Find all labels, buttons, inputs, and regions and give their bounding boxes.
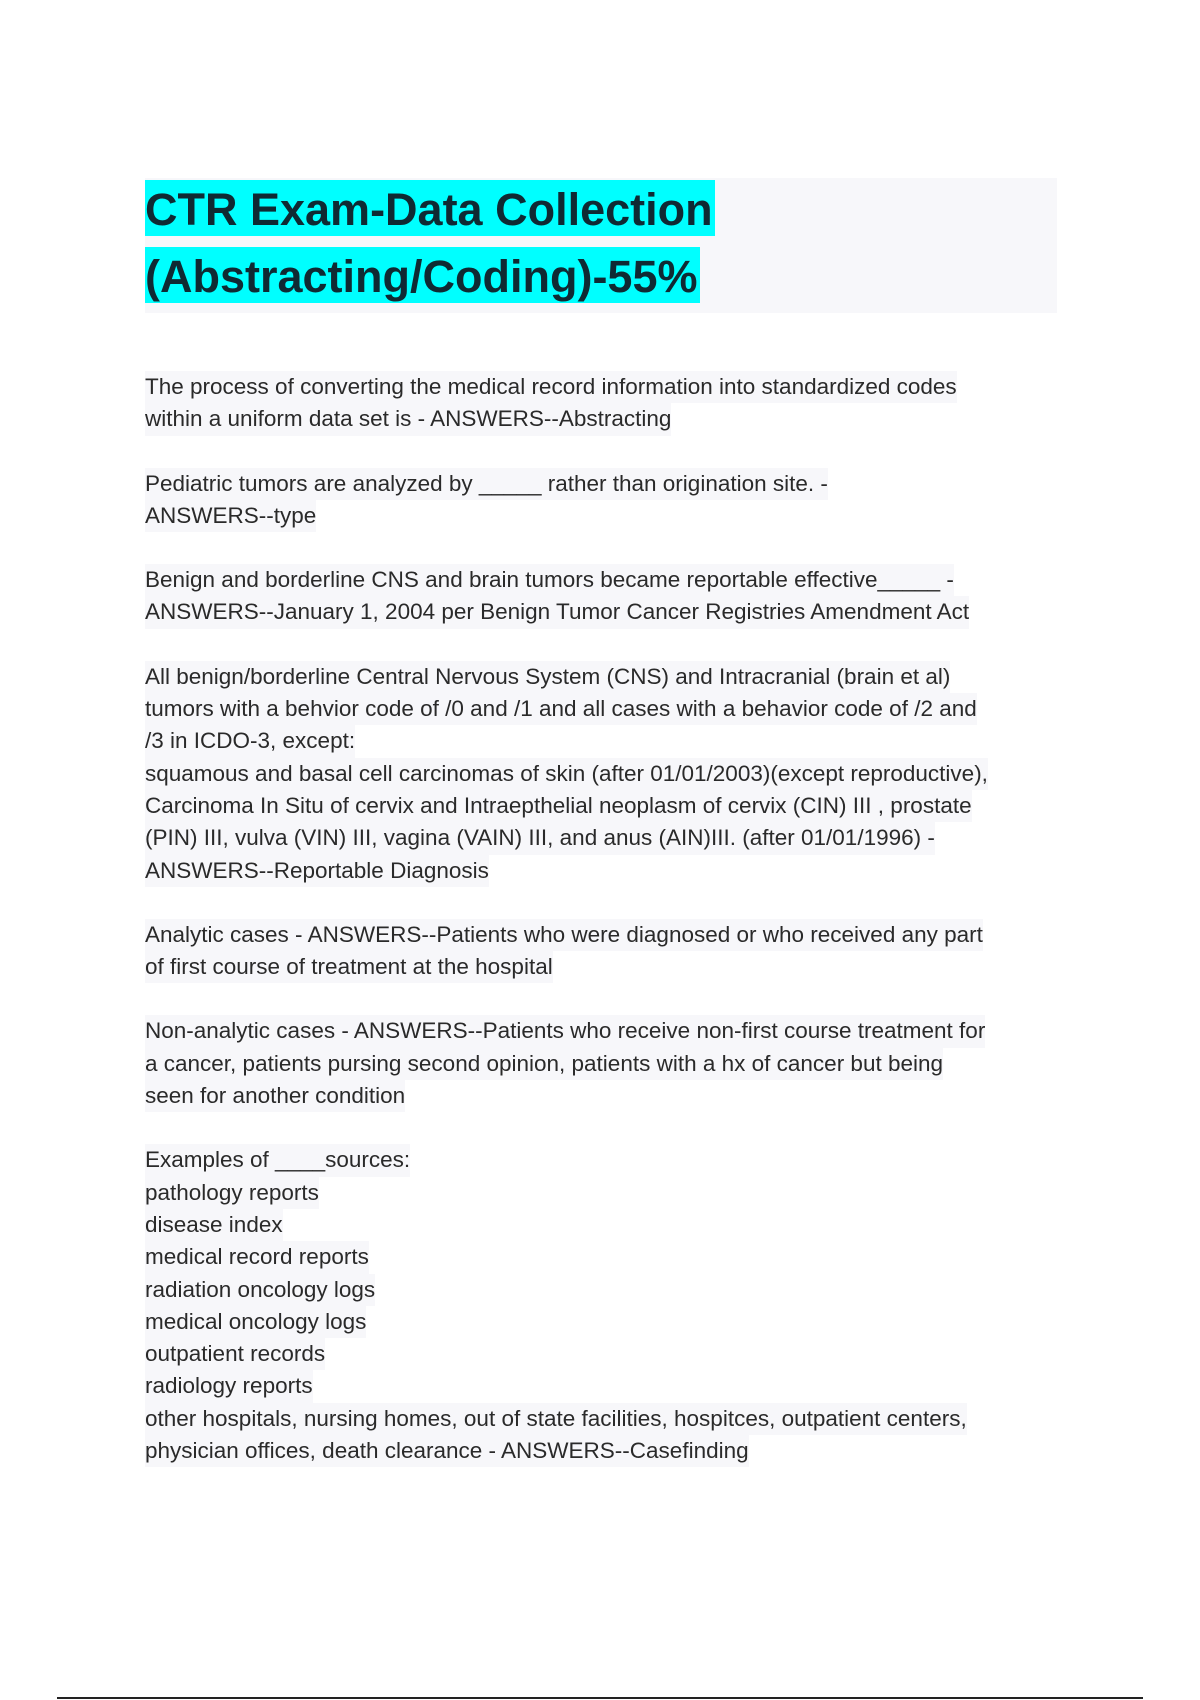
qa-line: tumors with a behvior code of /0 and /1 and all cases with a behavior code of /2 and bbox=[145, 693, 977, 725]
qa-line: radiology reports bbox=[145, 1370, 313, 1402]
qa-item-casefinding bbox=[145, 1144, 1065, 1467]
qa-line: pathology reports bbox=[145, 1177, 319, 1209]
qa-item-benign-cns bbox=[145, 564, 1065, 629]
qa-line: medical record reports bbox=[145, 1241, 369, 1273]
qa-line: seen for another condition bbox=[145, 1080, 405, 1112]
qa-line: Examples of ____sources: bbox=[145, 1144, 410, 1176]
qa-item-abstracting bbox=[145, 371, 1065, 436]
qa-line: squamous and basal cell carcinomas of skin (after 01/01/2003)(except reproductive), bbox=[145, 758, 988, 790]
qa-line: Pediatric tumors are analyzed by _____ rather than origination site. - bbox=[145, 468, 828, 500]
qa-line: (PIN) III, vulva (VIN) III, vagina (VAIN) III, and anus (AIN)III. (after 01/01/1996) - bbox=[145, 822, 935, 854]
qa-line: radiation oncology logs bbox=[145, 1274, 375, 1306]
qa-line: Analytic cases - ANSWERS--Patients who were diagnosed or who received any part bbox=[145, 919, 983, 951]
qa-line: All benign/borderline Central Nervous System (CNS) and Intracranial (brain et al) bbox=[145, 661, 950, 693]
qa-line: disease index bbox=[145, 1209, 283, 1241]
qa-line: Non-analytic cases - ANSWERS--Patients who receive non-first course treatment for bbox=[145, 1015, 985, 1047]
qa-item-analytic-cases bbox=[145, 919, 1065, 984]
qa-item-pediatric-tumors bbox=[145, 468, 1065, 533]
qa-line: /3 in ICDO-3, except: bbox=[145, 725, 355, 757]
qa-line: other hospitals, nursing homes, out of state facilities, hospitces, outpatient centers, bbox=[145, 1403, 967, 1435]
qa-item-reportable-diagnosis bbox=[145, 661, 1065, 887]
title-line-1: CTR Exam-Data Collection bbox=[145, 180, 715, 236]
qa-line: medical oncology logs bbox=[145, 1306, 366, 1338]
qa-line: ANSWERS--type bbox=[145, 500, 316, 532]
qa-list bbox=[145, 371, 1065, 1499]
qa-line: physician offices, death clearance - ANSWERS--Casefinding bbox=[145, 1435, 749, 1467]
qa-line: of first course of treatment at the hospital bbox=[145, 951, 553, 983]
title-line-2: (Abstracting/Coding)-55% bbox=[145, 247, 700, 303]
qa-line: within a uniform data set is - ANSWERS--Abstracting bbox=[145, 403, 671, 435]
qa-line: Benign and borderline CNS and brain tumors became reportable effective_____ - bbox=[145, 564, 954, 596]
title-block bbox=[145, 178, 1057, 313]
qa-line: outpatient records bbox=[145, 1338, 325, 1370]
qa-line: ANSWERS--January 1, 2004 per Benign Tumor Cancer Registries Amendment Act bbox=[145, 596, 969, 628]
qa-line: Carcinoma In Situ of cervix and Intraepthelial neoplasm of cervix (CIN) III , prostate bbox=[145, 790, 972, 822]
qa-item-non-analytic-cases bbox=[145, 1015, 1065, 1112]
qa-line: ANSWERS--Reportable Diagnosis bbox=[145, 855, 489, 887]
page-bottom-rule bbox=[57, 1697, 1143, 1699]
qa-line: The process of converting the medical record information into standardized codes bbox=[145, 371, 957, 403]
qa-line: a cancer, patients pursing second opinion, patients with a hx of cancer but being bbox=[145, 1048, 943, 1080]
